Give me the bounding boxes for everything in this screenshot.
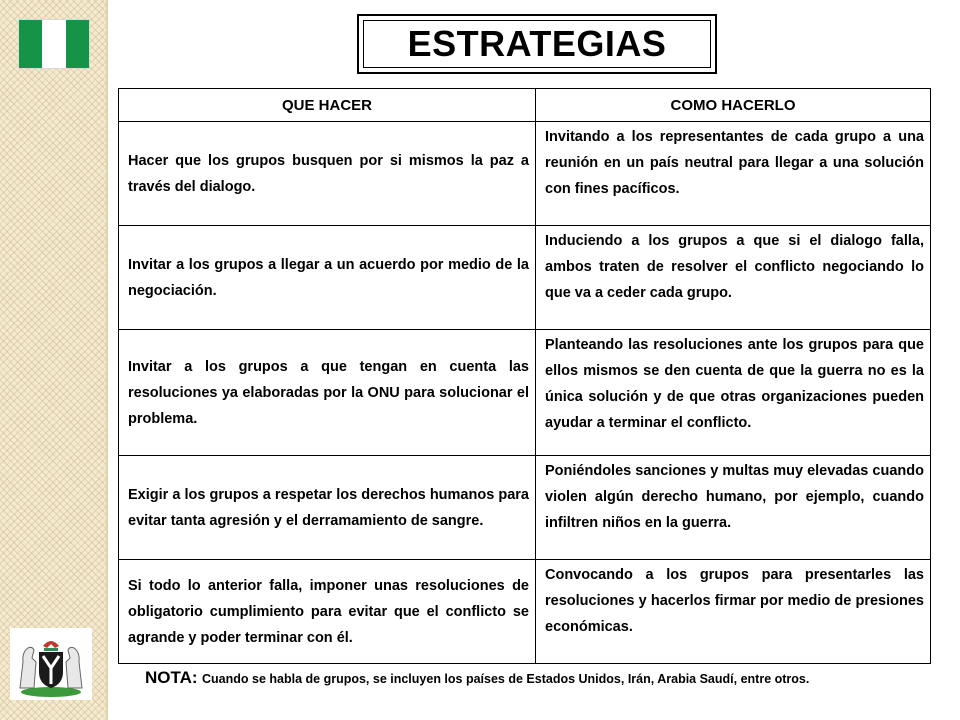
table-row [119, 122, 931, 226]
header-how: COMO HACERLO [536, 89, 931, 122]
footnote-label: NOTA: [145, 668, 198, 687]
cell-what: Si todo lo anterior falla, imponer unas resoluciones de obligatorio cumplimiento para evitar que el conflicto se agrande y poder terminar con él. [119, 560, 536, 664]
cell-how: Induciendo a los grupos a que si el dialogo falla, ambos traten de resolver el conflicto negociando lo que va a ceder cada grupo. [536, 226, 931, 330]
table-row [119, 330, 931, 456]
cell-what: Invitar a los grupos a llegar a un acuerdo por medio de la negociación. [119, 226, 536, 330]
title-box [357, 14, 717, 74]
header-what: QUE HACER [119, 89, 536, 122]
table-row [119, 226, 931, 330]
cell-what: Invitar a los grupos a que tengan en cuenta las resoluciones ya elaboradas por la ONU para solucionar el problema. [119, 330, 536, 456]
cell-how: Poniéndoles sanciones y multas muy elevadas cuando violen algún derecho humano, por ejemplo, cuando infiltren niños en la guerra. [536, 456, 931, 560]
cell-what: Exigir a los grupos a respetar los derechos humanos para evitar tanta agresión y el derramamiento de sangre. [119, 456, 536, 560]
footnote [145, 668, 935, 688]
decorative-side-strip [0, 0, 108, 720]
nigeria-flag-icon [19, 20, 89, 68]
footnote-text: Cuando se habla de grupos, se incluyen los países de Estados Unidos, Irán, Arabia Saudí, entre otros. [202, 672, 810, 686]
strategies-table [118, 88, 931, 664]
table-row [119, 456, 931, 560]
cell-what: Hacer que los grupos busquen por si mismos la paz a través del dialogo. [119, 122, 536, 226]
table-row [119, 560, 931, 664]
nigeria-coat-of-arms-icon [10, 628, 92, 700]
cell-how: Invitando a los representantes de cada grupo a una reunión en un país neutral para llegar a una solución con fines pacíficos. [536, 122, 931, 226]
page-title: ESTRATEGIAS [407, 23, 667, 64]
cell-how: Convocando a los grupos para presentarles las resoluciones y hacerlos firmar por medio de presiones económicas. [536, 560, 931, 664]
table-header-row [119, 89, 931, 122]
cell-how: Planteando las resoluciones ante los grupos para que ellos mismos se den cuenta de que la guerra no es la única solución y de que otras organizaciones pueden ayudar a terminar el conflicto. [536, 330, 931, 456]
